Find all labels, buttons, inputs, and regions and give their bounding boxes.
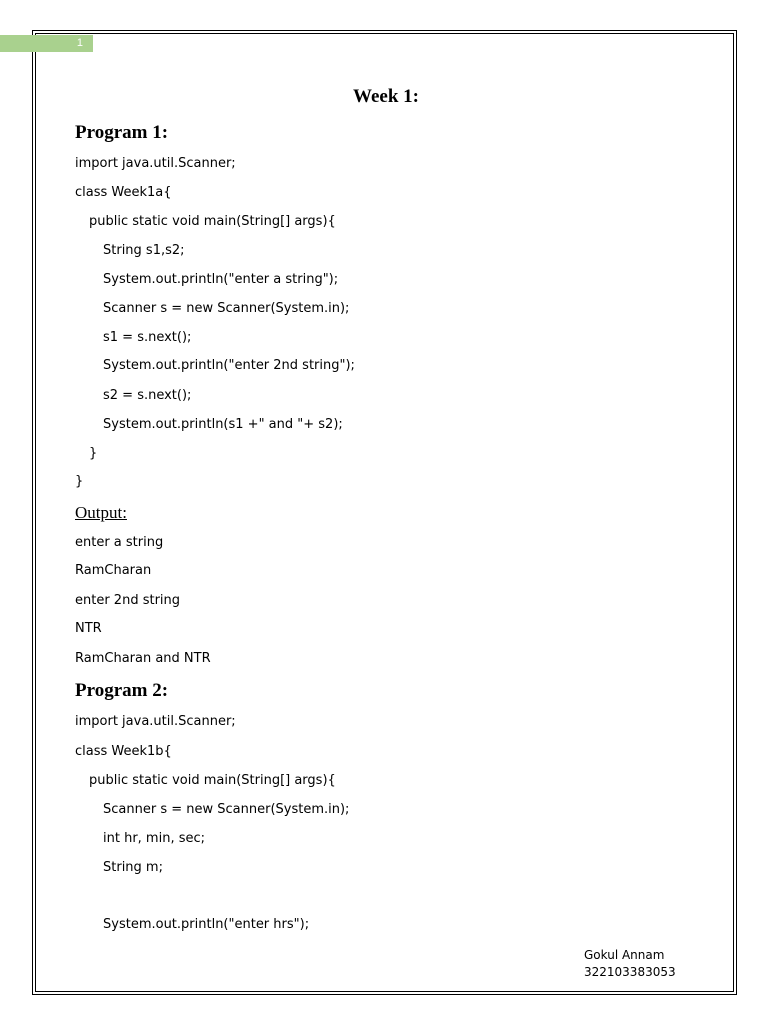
program1-code-line: } — [75, 474, 84, 489]
program2-code-line: public static void main(String[] args){ — [89, 773, 336, 788]
program1-output-line: NTR — [75, 621, 102, 636]
program2-code-line: int hr, min, sec; — [103, 831, 206, 846]
week-title: Week 1: — [353, 86, 419, 107]
footer-student-id: 322103383053 — [584, 965, 676, 979]
program1-code-line: import java.util.Scanner; — [75, 156, 236, 171]
program2-code-line: System.out.println("enter hrs"); — [103, 917, 310, 932]
program2-heading: Program 2: — [75, 680, 169, 701]
program2-code-line: Scanner s = new Scanner(System.in); — [103, 802, 350, 817]
program1-code-line: s2 = s.next(); — [103, 388, 192, 403]
program1-code-line: System.out.println("enter 2nd string"); — [103, 358, 355, 373]
program1-code-line: } — [89, 446, 98, 461]
program1-code-line: class Week1a{ — [75, 185, 172, 200]
page-border-inner — [35, 33, 734, 992]
program1-heading: Program 1: — [75, 122, 169, 143]
program2-code-line: import java.util.Scanner; — [75, 714, 236, 729]
program1-code-line: System.out.println(s1 +" and "+ s2); — [103, 417, 343, 432]
program1-code-line: s1 = s.next(); — [103, 330, 192, 345]
program1-output-line: enter 2nd string — [75, 593, 181, 608]
program1-code-line: String s1,s2; — [103, 243, 185, 258]
program1-output-line: RamCharan — [75, 563, 152, 578]
program2-code-line: class Week1b{ — [75, 744, 172, 759]
program1-output-heading: Output: — [75, 503, 127, 522]
program1-output-line: RamCharan and NTR — [75, 651, 211, 666]
program1-code-line: public static void main(String[] args){ — [89, 214, 336, 229]
program1-code-line: System.out.println("enter a string"); — [103, 272, 339, 287]
program1-code-line: Scanner s = new Scanner(System.in); — [103, 301, 350, 316]
program1-output-line: enter a string — [75, 535, 164, 550]
page-number-badge: 1 — [0, 35, 93, 52]
footer-author-name: Gokul Annam — [584, 948, 665, 962]
page-footer — [584, 947, 676, 981]
program2-code-line: String m; — [103, 860, 163, 875]
